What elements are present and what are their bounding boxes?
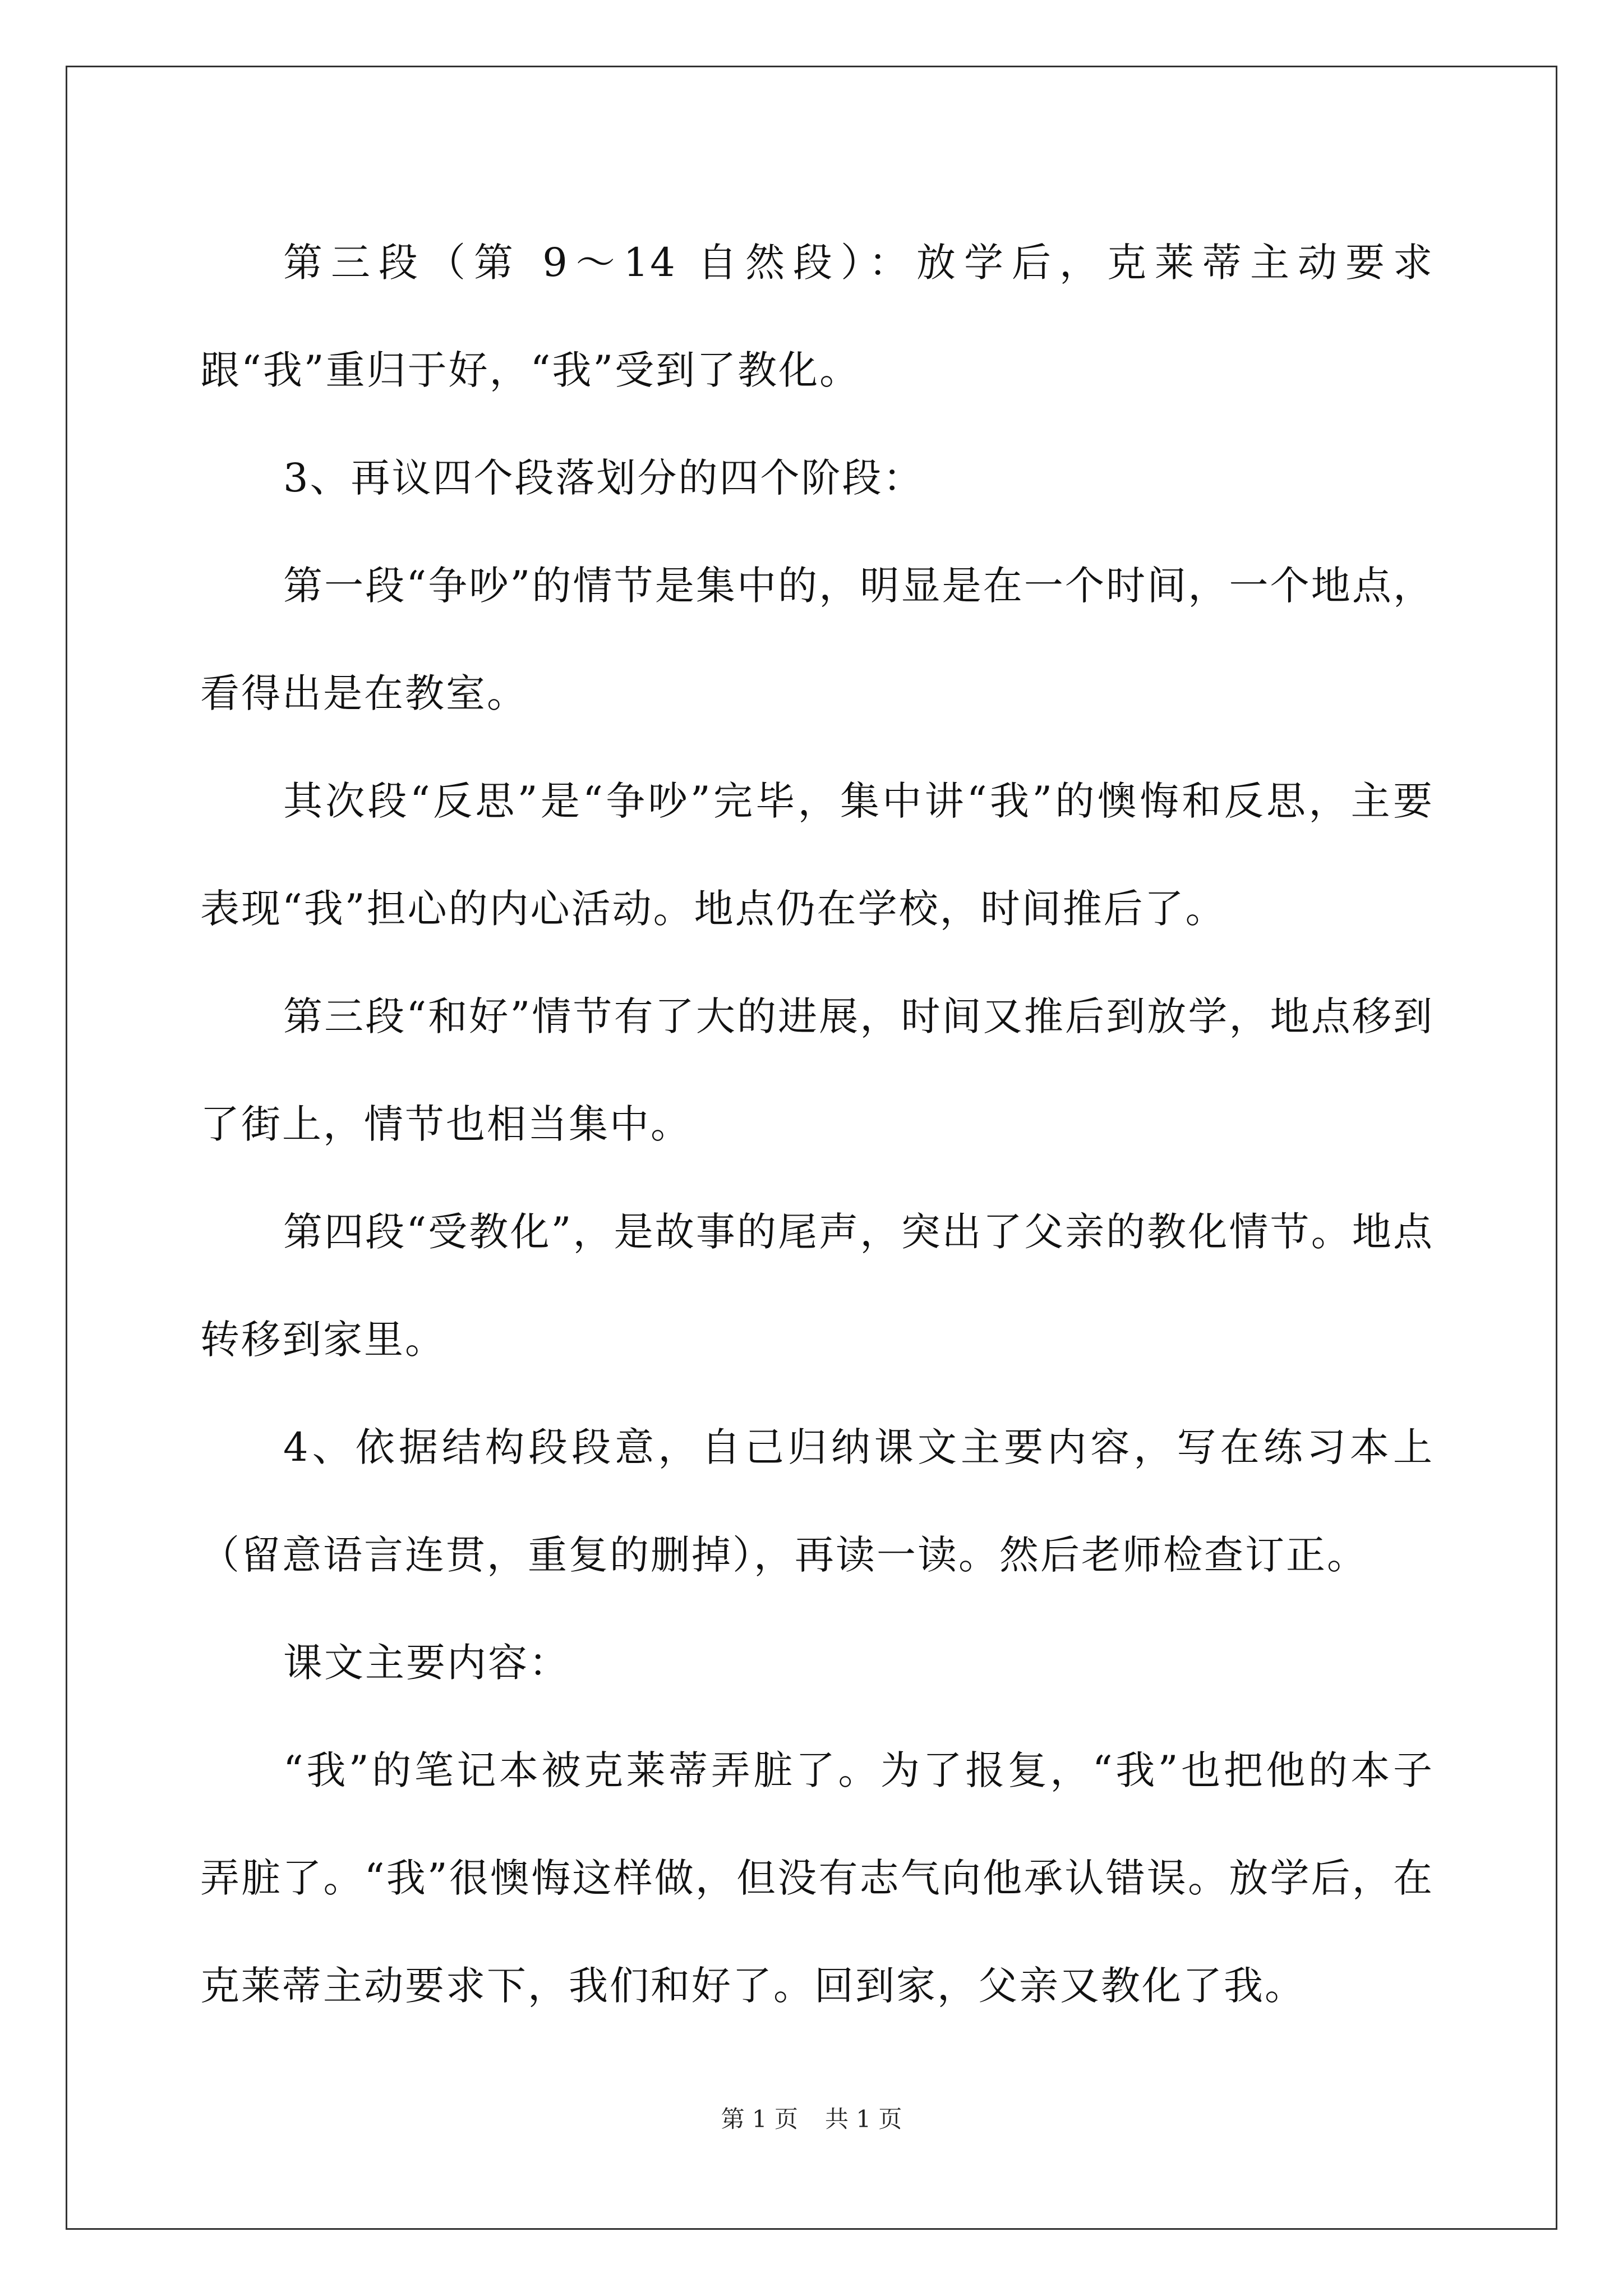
page-footer: [0, 2101, 1623, 2134]
paragraph-item-three: 3、再议四个段落划分的四个阶段：: [283, 455, 924, 501]
paragraph-section-three: 第三段（第 9～14 自然段）：放学后，克莱蒂主动要求跟“我”重归于好，“我”受到了教化。: [200, 240, 1434, 393]
paragraph-stage-three: 第三段“和好”情节有了大的进展，时间又推后到放学，地点移到了街上，情节也相当集中。: [200, 993, 1434, 1147]
paragraph-summary-text: “我”的笔记本被克莱蒂弄脏了。为了报复，“我”也把他的本子弄脏了。“我”很懊悔这样做，但没有志气向他承认错误。放学后，在克莱蒂主动要求下，我们和好了。回到家，父亲又教化了我。: [200, 1747, 1434, 2009]
document-body: [200, 209, 1434, 2040]
paragraph-stage-two: 其次段“反思”是“争吵”完毕，集中讲“我”的懊悔和反思，主要表现“我”担心的内心活动。地点仍在学校，时间推后了。: [200, 778, 1434, 932]
page-number-current: 第 1 页: [721, 2105, 798, 2133]
page-number-total: 共 1 页: [825, 2105, 902, 2133]
paragraph-summary-heading: 课文主要内容：: [283, 1640, 570, 1686]
paragraph-item-four: 4、依据结构段段意，自己归纳课文主要内容，写在练习本上（留意语言连贯，重复的删掉），再读一读。然后老师检查订正。: [200, 1424, 1434, 1578]
paragraph-stage-four: 第四段“受教化”，是故事的尾声，突出了父亲的教化情节。地点转移到家里。: [200, 1209, 1434, 1363]
paragraph-stage-one: 第一段“争吵”的情节是集中的，明显是在一个时间，一个地点，看得出是在教室。: [200, 563, 1434, 716]
